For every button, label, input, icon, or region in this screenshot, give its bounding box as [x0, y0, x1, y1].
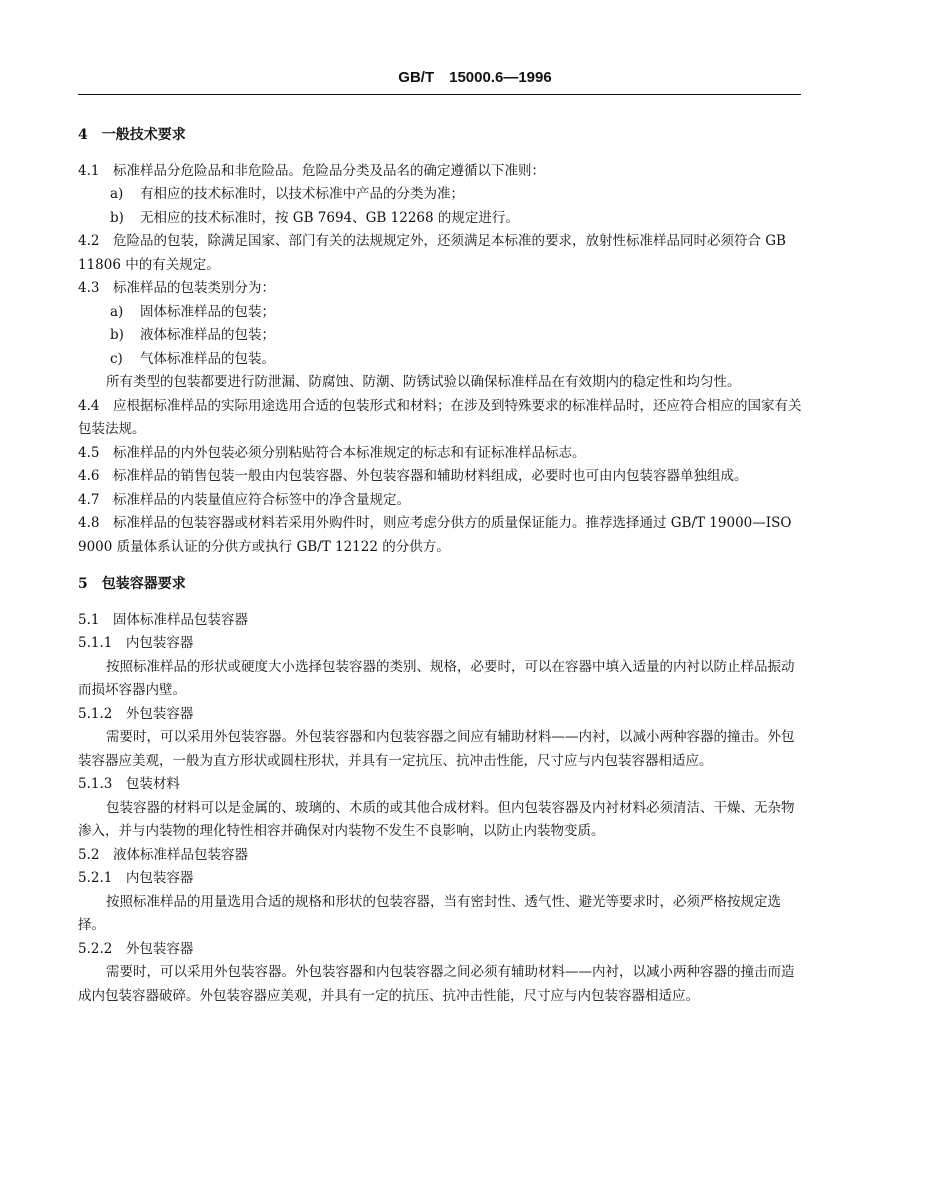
body-paragraph: 需要时，可以采用外包装容器。外包装容器和内包装容器之间应有辅助材料——内衬，以减小两种容器的撞击。外包装容器应美观，一般为直方形状或圆柱形状，并具有一定抗压、抗冲击性能，尺寸应与内包装容器相适应。	[78, 729, 795, 769]
page-header: GB/T 15000.6—1996	[398, 69, 552, 86]
clause-5-1-1: 5.1.1 内包装容器	[78, 635, 194, 651]
clause-4-1: 4.1 标准样品分危险品和非危险品。危险品分类及品名的确定遵循以下准则：	[78, 162, 545, 179]
list-item	[78, 301, 802, 325]
list-text: 固体标准样品的包装；	[140, 303, 275, 320]
list-label: a)	[110, 303, 124, 320]
document-body	[78, 120, 802, 1008]
body-paragraph: 需要时，可以采用外包装容器。外包装容器和内包装容器之间必须有辅助材料——内衬，以减小两种容器的撞击而造成内包装容器破碎。外包装容器应美观，并具有一定的抗压、抗冲击性能，尺寸应与内包装容器相适应。	[78, 964, 795, 1004]
body-paragraph: 按照标准样品的形状或硬度大小选择包装容器的类别、规格，必要时，可以在容器中填入适量的内衬以防止样品振动而损坏容器内壁。	[78, 658, 795, 698]
list-item	[78, 348, 802, 372]
clause-4-6: 4.6 标准样品的销售包装一般由内包装容器、外包装容器和辅助材料组成，必要时也可由内包装容器单独组成。	[78, 468, 748, 484]
clause-5-1: 5.1 固体标准样品包装容器	[78, 611, 248, 628]
clause-4-3: 4.3 标准样品的包装类别分为：	[78, 280, 275, 296]
clause-5-2: 5.2 液体标准样品包装容器	[78, 846, 248, 863]
body-paragraph: 所有类型的包装都要进行防泄漏、防腐蚀、防潮、防锈试验以确保标准样品在有效期内的稳定性和均匀性。	[106, 374, 741, 390]
clause-5-2-1: 5.2.1 内包装容器	[78, 870, 194, 886]
clause-4-4: 4.4 应根据标准样品的实际用途选用合适的包装形式和材料；在涉及到特殊要求的标准样品时，还应符合相应的国家有关包装法规。	[78, 397, 802, 437]
clause-4-8: 4.8 标准样品的包装容器或材料若采用外购件时，则应考虑分供方的质量保证能力。推荐选择通过 GB/T 19000—ISO 9000 质量体系认证的分供方或执行 GB/T 12122 的分供方。	[78, 515, 792, 555]
list-item	[78, 324, 802, 348]
clause-5-2-2: 5.2.2 外包装容器	[78, 940, 194, 957]
section-heading: 5 包装容器要求	[78, 576, 186, 592]
body-paragraph: 包装容器的材料可以是金属的、玻璃的、木质的或其他合成材料。但内包装容器及内衬材料必须清洁、干燥、无杂物渗入，并与内装物的理化特性相容并确保对内装物不发生不良影响，以防止内装物变质。	[78, 799, 795, 839]
list-text: 无相应的技术标准时，按 GB 7694、GB 12268 的规定进行。	[140, 209, 519, 226]
list-label: a)	[110, 186, 124, 202]
clause-4-7: 4.7 标准样品的内装量值应符合标签中的净含量规定。	[78, 491, 410, 508]
clause-5-1-3: 5.1.3 包装材料	[78, 776, 180, 792]
list-item	[78, 183, 802, 207]
body-paragraph: 按照标准样品的用量选用合适的规格和形状的包装容器，当有密封性、透气性、避光等要求时，必须严格按规定选择。	[78, 893, 781, 933]
list-label: b)	[110, 327, 124, 343]
list-text: 液体标准样品的包装；	[140, 327, 275, 343]
list-text: 气体标准样品的包装。	[140, 350, 275, 367]
section-heading: 4 一般技术要求	[78, 127, 186, 143]
header-rule	[78, 94, 801, 95]
list-text: 有相应的技术标准时，以技术标准中产品的分类为准；	[140, 186, 464, 202]
clause-4-2: 4.2 危险品的包装，除满足国家、部门有关的法规规定外，还须满足本标准的要求，放射性标准样品同时必须符合 GB 11806 中的有关规定。	[78, 233, 786, 273]
list-label: c)	[110, 350, 123, 367]
clause-4-5: 4.5 标准样品的内外包装必须分别粘贴符合本标准规定的标志和有证标准样品标志。	[78, 444, 586, 461]
clause-5-1-2: 5.1.2 外包装容器	[78, 705, 194, 722]
list-item	[78, 207, 802, 231]
list-label: b)	[110, 209, 124, 226]
